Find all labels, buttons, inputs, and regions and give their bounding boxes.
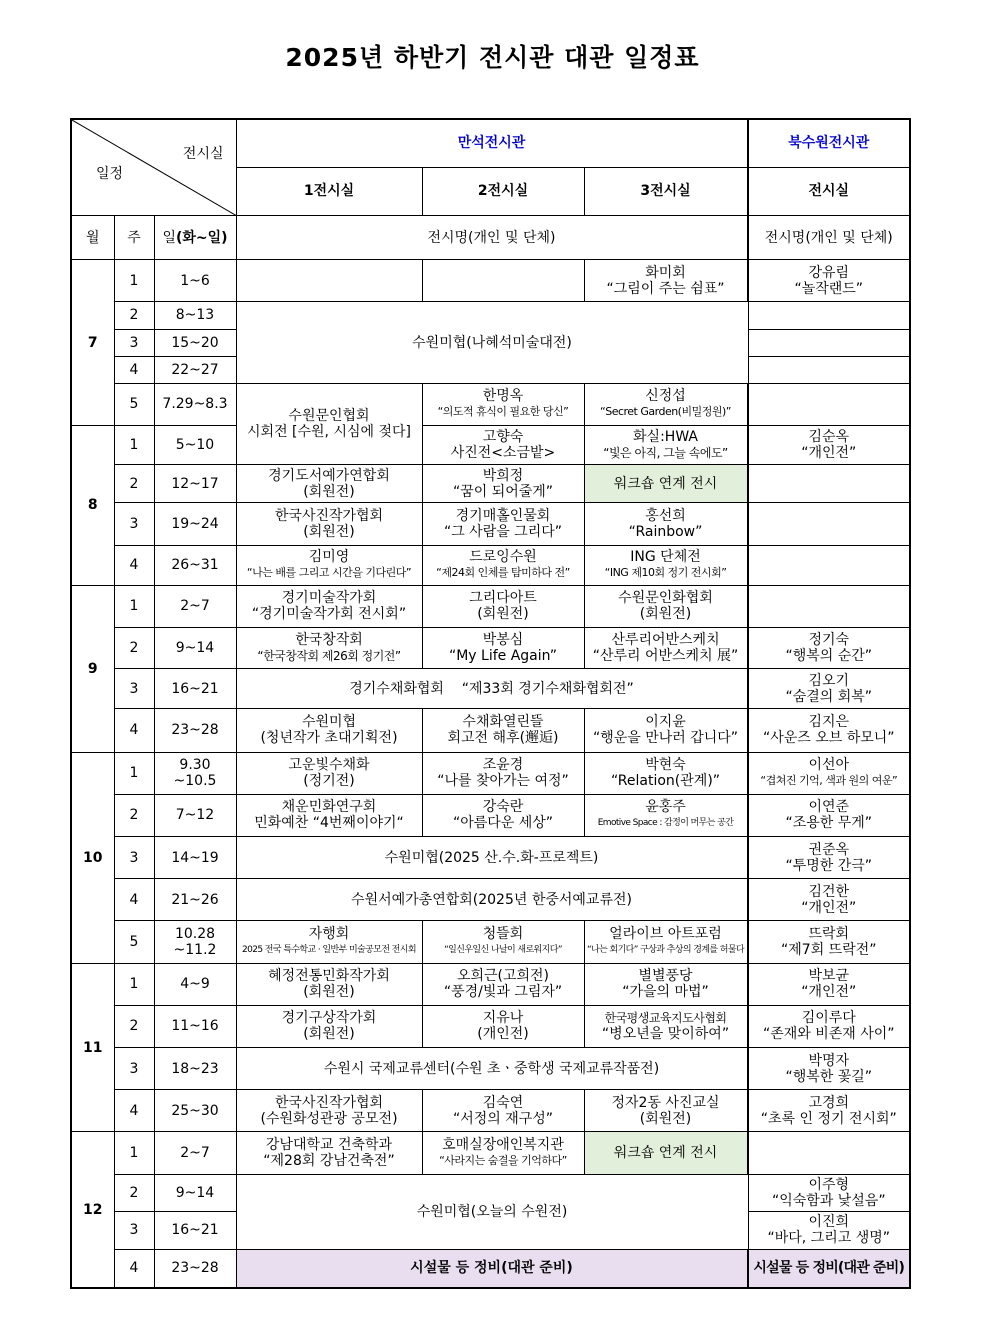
exhibit-cell: 한명옥 “의도적 휴식이 필요한 당신”: [422, 383, 584, 425]
exhibit-cell: 한국창작회 “한국창작회 제26회 정기전”: [236, 627, 422, 668]
exhibit-cell: 강숙란 “아름다운 세상”: [422, 794, 584, 836]
date-cell: 14~19: [154, 836, 236, 878]
week-cell: 1: [114, 260, 154, 302]
table-row: [71, 709, 910, 752]
week-cell: 4: [114, 545, 154, 585]
room-1: 1전시실: [236, 167, 422, 215]
week-cell: 1: [114, 963, 154, 1005]
exhibit-cell: 지유나 (개인전): [422, 1005, 584, 1047]
week-cell: 5: [114, 921, 154, 963]
exhibit-cell: 박명자 “행복한 꽃길”: [748, 1048, 910, 1090]
exhibit-cell: 고경희 “초록 인 정기 전시회”: [748, 1090, 910, 1132]
date-cell: 12~17: [154, 465, 236, 503]
week-cell: 2: [114, 302, 154, 329]
table-row: [71, 383, 910, 425]
week-cell: 3: [114, 1048, 154, 1090]
exhibit-span: 수원시 국제교류센터(수원 초ㆍ중학생 국제교류작품전): [236, 1048, 747, 1090]
col-week: 주: [114, 215, 154, 259]
exhibit-cell: 박현숙 “Relation(관계)”: [584, 752, 747, 794]
week-cell: 2: [114, 627, 154, 668]
date-cell: 16~21: [154, 1211, 236, 1249]
date-cell: 25~30: [154, 1090, 236, 1132]
exhibit-cell: 화실:HWA “빛은 아직, 그늘 속에도”: [584, 425, 747, 464]
week-cell: 5: [114, 383, 154, 425]
exhibit-cell: 강유림 “놀작랜드”: [748, 260, 910, 302]
exhibit-cell: 이지윤 “행운을 만나러 갑니다”: [584, 709, 747, 752]
exhibit-cell: [748, 465, 910, 503]
week-cell: 3: [114, 329, 154, 356]
date-cell: 5~10: [154, 425, 236, 464]
exhibit-span: 수원미협(오늘의 수원전): [236, 1174, 748, 1249]
workshop-cell: 워크숍 연계 전시: [584, 1132, 747, 1174]
exhibit-cell: 별별풍당 “가을의 마법”: [584, 963, 747, 1005]
table-row: [71, 545, 910, 585]
exhibit-span: 수원미협(2025 산.수.화-프로젝트): [236, 836, 747, 878]
col-exhibition-name-2: 전시명(개인 및 단체): [748, 215, 910, 259]
exhibit-cell: 얼라이브 아트포럼 “나는 회기다” 구상과 추상의 경계를 허물다: [584, 921, 747, 963]
exhibit-cell: 그리다아트 (회원전): [422, 585, 584, 627]
week-cell: 2: [114, 1005, 154, 1047]
exhibit-cell: 한국사진작가협회 (회원전): [236, 503, 422, 545]
date-cell: 2~7: [154, 1132, 236, 1174]
col-month: 월: [71, 215, 114, 259]
exhibit-cell: 김지은 “사운즈 오브 하모니”: [748, 709, 910, 752]
exhibit-cell: 조윤경 “나를 찾아가는 여정”: [422, 752, 584, 794]
date-cell: 2~7: [154, 585, 236, 627]
date-cell: 21~26: [154, 879, 236, 921]
exhibit-cell: 청뜰회 “일신우일신 나날이 새로워지다”: [422, 921, 584, 963]
date-cell: 22~27: [154, 356, 236, 383]
table-row: [71, 1249, 910, 1288]
exhibit-cell: 고향숙 사진전<소금밭>: [422, 425, 584, 464]
table-row: [71, 585, 910, 627]
table-row: [71, 752, 910, 794]
table-row: [71, 1090, 910, 1132]
table-row: [71, 669, 910, 709]
date-cell: 23~28: [154, 709, 236, 752]
exhibit-cell: [748, 585, 910, 627]
exhibit-cell: 강남대학교 건축학과 “제28회 강남건축전”: [236, 1132, 422, 1174]
exhibit-cell: 경기도서예가연합회 (회원전): [236, 465, 422, 503]
exhibit-cell: 수원문인화협회 (회원전): [584, 585, 747, 627]
exhibit-cell: 윤홍주 Emotive Space : 감정이 머무는 공간: [584, 794, 747, 836]
week-cell: 1: [114, 585, 154, 627]
date-cell: 11~16: [154, 1005, 236, 1047]
exhibit-cell: [748, 1132, 910, 1174]
exhibit-cell: 수원미협 (청년작가 초대기획전): [236, 709, 422, 752]
exhibit-cell: 이주형 “익숙함과 낯설음”: [748, 1174, 910, 1211]
col-exhibition-name: 전시명(개인 및 단체): [236, 215, 747, 259]
date-cell: 18~23: [154, 1048, 236, 1090]
table-row: [71, 503, 910, 545]
exhibit-cell: [748, 329, 910, 356]
exhibit-cell: 화미회 “그림이 주는 쉼표”: [584, 260, 747, 302]
exhibit-cell: ING 단체전 “ING 제10회 정기 전시회”: [584, 545, 747, 585]
schedule-table: [70, 118, 911, 1289]
date-cell: 26~31: [154, 545, 236, 585]
week-cell: 4: [114, 1090, 154, 1132]
week-cell: 4: [114, 879, 154, 921]
week-cell: 2: [114, 465, 154, 503]
exhibit-cell: 수원문인협회 시회전 [수원, 시심에 젖다]: [236, 383, 422, 464]
week-cell: 3: [114, 503, 154, 545]
exhibit-cell: 정기숙 “행복의 순간”: [748, 627, 910, 668]
table-row: [71, 794, 910, 836]
date-cell: 23~28: [154, 1249, 236, 1288]
exhibit-cell: 한국평생교육지도사협회 “병오년을 맞이하여”: [584, 1005, 747, 1047]
exhibit-cell: 뜨락회 “제7회 뜨락전”: [748, 921, 910, 963]
table-row: [71, 302, 910, 329]
page-title: 2025년 하반기 전시관 대관 일정표: [285, 43, 700, 72]
date-cell: 4~9: [154, 963, 236, 1005]
exhibit-cell: 경기미술작가회 “경기미술작가회 전시회”: [236, 585, 422, 627]
hall-buksuwon: 북수원전시관: [748, 119, 910, 167]
month-10: 10: [71, 752, 114, 963]
table-row: [71, 1174, 910, 1211]
month-11: 11: [71, 963, 114, 1132]
room-3: 3전시실: [584, 167, 747, 215]
month-8: 8: [71, 425, 114, 585]
date-cell: 9~14: [154, 627, 236, 668]
exhibit-cell: [422, 260, 584, 302]
date-cell: 7.29~8.3: [154, 383, 236, 425]
table-row: [71, 465, 910, 503]
exhibit-span: 경기수채화협회 “제33회 경기수채화협회전”: [236, 669, 747, 709]
week-cell: 2: [114, 794, 154, 836]
exhibit-cell: 홍선희 “Rainbow”: [584, 503, 747, 545]
month-12: 12: [71, 1132, 114, 1288]
table-row: [71, 921, 910, 963]
exhibit-span: 수원서예가총연합회(2025년 한중서예교류전): [236, 879, 747, 921]
table-row: [71, 836, 910, 878]
exhibit-cell: 박희정 “꿈이 되어줄게”: [422, 465, 584, 503]
exhibit-cell: 경기구상작가회 (회원전): [236, 1005, 422, 1047]
exhibit-cell: 김건한 “개인전”: [748, 879, 910, 921]
week-cell: 2: [114, 1174, 154, 1211]
exhibit-cell: 김미영 “나는 배를 그리고 시간을 기다린다”: [236, 545, 422, 585]
exhibit-cell: [748, 356, 910, 383]
room-buksuwon: 전시실: [748, 167, 910, 215]
exhibit-cell: 박봉심 “My Life Again”: [422, 627, 584, 668]
exhibit-cell: 이연준 “조용한 무게”: [748, 794, 910, 836]
exhibit-cell: 권준옥 “투명한 간극”: [748, 836, 910, 878]
exhibit-cell: 한국사진작가협회 (수원화성관광 공모전): [236, 1090, 422, 1132]
date-cell: 19~24: [154, 503, 236, 545]
exhibit-cell: 수채화열린뜰 회고전 해후(邂逅): [422, 709, 584, 752]
exhibit-cell: 고운빛수채화 (정기전): [236, 752, 422, 794]
week-cell: 3: [114, 836, 154, 878]
month-9: 9: [71, 585, 114, 752]
week-cell: 3: [114, 669, 154, 709]
exhibit-span: 수원미협(나혜석미술대전): [236, 302, 748, 383]
workshop-cell: 워크숍 연계 전시: [584, 465, 747, 503]
date-cell: 8~13: [154, 302, 236, 329]
exhibit-cell: 경기매홀인물회 “그 사람을 그리다”: [422, 503, 584, 545]
date-cell: 1~6: [154, 260, 236, 302]
table-row: [71, 425, 910, 464]
exhibit-cell: 김오기 “숨결의 회복”: [748, 669, 910, 709]
week-cell: 3: [114, 1211, 154, 1249]
date-cell: 9.30 ~10.5: [154, 752, 236, 794]
maintenance-cell-2: 시설물 등 정비(대관 준비): [748, 1249, 910, 1288]
exhibit-cell: 이선아 “겹쳐진 기억, 색과 원의 여운”: [748, 752, 910, 794]
week-cell: 4: [114, 1249, 154, 1288]
corner-label-room: 전시실: [182, 146, 224, 162]
exhibit-cell: 정자2동 사진교실 (회원전): [584, 1090, 747, 1132]
table-row: [71, 627, 910, 668]
exhibit-cell: 박보균 “개인전”: [748, 963, 910, 1005]
corner-header: [71, 119, 236, 215]
exhibit-cell: 오희근(고희전) “풍경/빛과 그림자”: [422, 963, 584, 1005]
exhibit-cell: 호매실장애인복지관 “사라지는 숨결을 기억하다”: [422, 1132, 584, 1174]
table-row: [71, 1132, 910, 1174]
exhibit-cell: 혜정전통민화작가회 (회원전): [236, 963, 422, 1005]
date-cell: 9~14: [154, 1174, 236, 1211]
table-row: [71, 963, 910, 1005]
exhibit-cell: [748, 302, 910, 329]
exhibit-cell: [748, 503, 910, 545]
exhibit-cell: [748, 545, 910, 585]
exhibit-cell: 김이루다 “존재와 비존재 사이”: [748, 1005, 910, 1047]
exhibit-cell: 김순옥 “개인전”: [748, 425, 910, 464]
exhibit-cell: [236, 260, 422, 302]
date-cell: 15~20: [154, 329, 236, 356]
month-7: 7: [71, 260, 114, 426]
exhibit-cell: [748, 383, 910, 425]
week-cell: 1: [114, 1132, 154, 1174]
exhibit-cell: 채운민화연구회 민화예찬 “4번째이야기“: [236, 794, 422, 836]
date-cell: 10.28 ~11.2: [154, 921, 236, 963]
corner-label-schedule: 일정: [96, 166, 124, 182]
room-2: 2전시실: [422, 167, 584, 215]
table-row: [71, 260, 910, 302]
exhibit-cell: 김숙연 “서정의 재구성”: [422, 1090, 584, 1132]
maintenance-cell: 시설물 등 정비(대관 준비): [236, 1249, 747, 1288]
week-cell: 4: [114, 356, 154, 383]
exhibit-cell: 자행회 2025 전국 특수학교 · 일반부 미술공모전 전시회: [236, 921, 422, 963]
table-row: [71, 1005, 910, 1047]
exhibit-cell: 신정섭 “Secret Garden(비밀정원)”: [584, 383, 747, 425]
date-cell: 16~21: [154, 669, 236, 709]
hall-manseok: 만석전시관: [236, 119, 747, 167]
exhibit-cell: 드로잉수원 “제24회 인체를 탐미하다 전”: [422, 545, 584, 585]
week-cell: 4: [114, 709, 154, 752]
week-cell: 1: [114, 752, 154, 794]
exhibit-cell: 산루리어반스케치 “산루리 어반스케치 展”: [584, 627, 747, 668]
table-row: [71, 879, 910, 921]
col-day: 일(화~일): [154, 215, 236, 259]
date-cell: 7~12: [154, 794, 236, 836]
week-cell: 1: [114, 425, 154, 464]
exhibit-cell: 이진희 “바다, 그리고 생명”: [748, 1211, 910, 1249]
table-row: [71, 1048, 910, 1090]
